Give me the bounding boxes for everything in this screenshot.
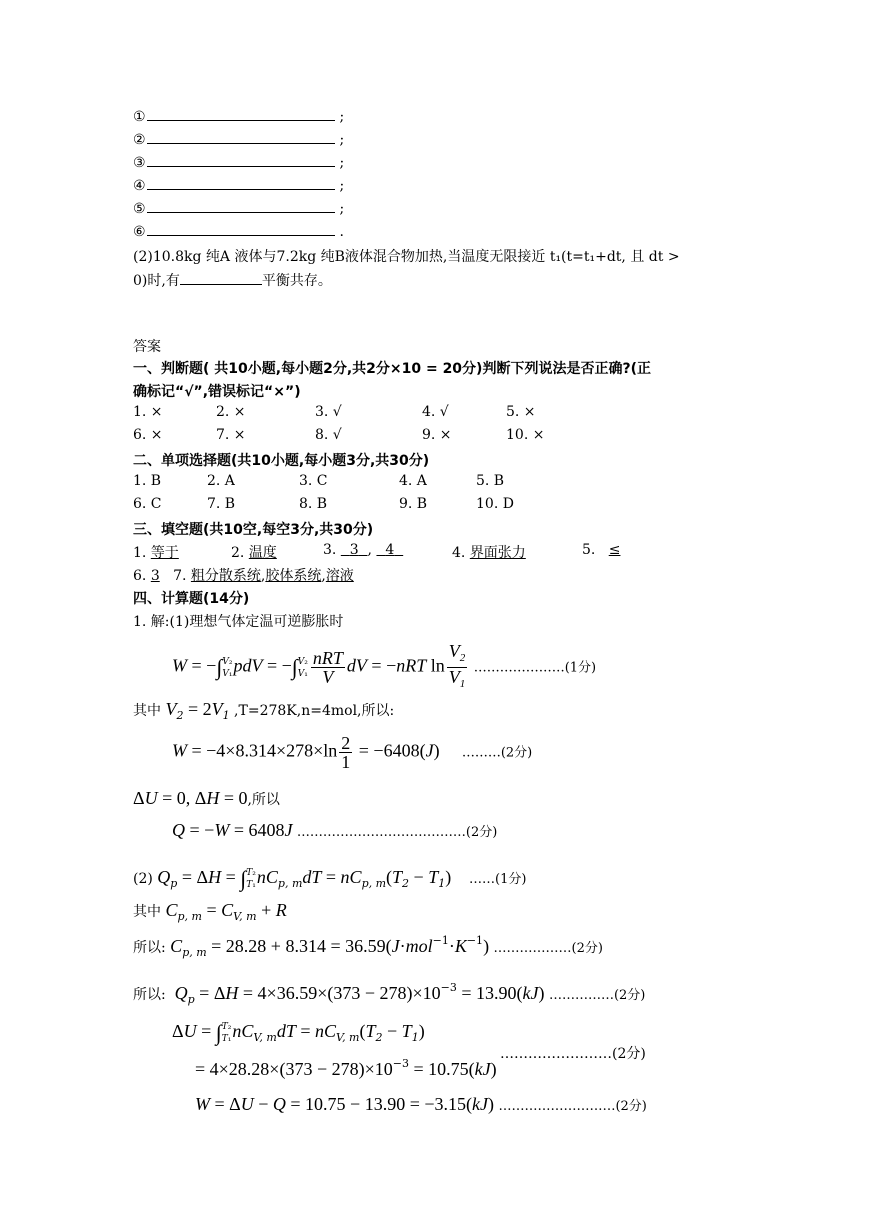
fill-blank-line [180, 270, 262, 285]
blank-row: ③ ; [133, 152, 344, 174]
section-3-item-3: 3. 3 , 4 [323, 542, 403, 558]
blank-row: ⑥ . [133, 221, 344, 243]
answer-item: 4. A [399, 473, 427, 489]
score-mark: ………(2分) [461, 745, 533, 761]
question-2-line-1: (2)10.8kg 纯A 液体与7.2kg 纯B液体混合物加热,当温度无限接近 t₁(t=t₁+dt, 且 dt > [133, 249, 680, 265]
answer-item: 等于 [150, 545, 179, 561]
answer-item: 3. √ [315, 404, 342, 420]
blank-row: ④ ; [133, 175, 344, 197]
answer-item: 3 [349, 542, 359, 558]
score-mark: ………………………(2分) [498, 1099, 647, 1114]
answer-item: 2. × [216, 404, 246, 420]
section-3-item-2: 2. 温度 [231, 545, 277, 561]
answer-item: 8. B [299, 496, 328, 512]
score-mark: ………………(2分) [493, 941, 603, 956]
given-values: 其中 $V_2 = 2V_1$ ,T=278K,n=4mol,所以: [133, 699, 395, 722]
cp-relation: 其中 $C_{p, m} = C_{V, m} + R$ [133, 900, 287, 923]
formula-work-value: W = −4×8.314×278×ln $\frac{2}{1}$ = −6408(J) ………(2分) [172, 733, 533, 772]
blank-row: ① ; [133, 106, 344, 128]
section-2-title: 二、单项选择题(共10小题,每小题3分,共30分) [133, 453, 430, 469]
answer-item: 6. C [133, 496, 162, 512]
answer-item: 温度 [248, 545, 277, 561]
section-4-title: 四、计算题(14分) [133, 591, 250, 607]
answer-item: 5. B [476, 473, 505, 489]
answer-heading: 答案 [133, 339, 161, 355]
section-3-row-1: 1. 等于 [133, 545, 179, 561]
answer-item: 溶液 [325, 568, 354, 584]
blank-row: ⑤ ; [133, 198, 344, 220]
answer-item: 3 [150, 568, 160, 584]
formula-work-final: W = ΔU − Q = 10.75 − 13.90 = −3.15(kJ) ………………………(2分) [195, 1094, 647, 1114]
answer-item: 10. D [476, 496, 514, 512]
score-mark: …………………………………(2分) [296, 825, 498, 840]
answer-item: ≤ [608, 542, 621, 558]
question-2-line-2: 0)时,有 平衡共存。 [133, 270, 332, 290]
fill-blank-line [147, 152, 335, 167]
section-3-title: 三、填空题(共10空,每空3分,共30分) [133, 522, 374, 538]
answer-item: 1. × [133, 404, 163, 420]
fill-blank-line [147, 129, 335, 144]
formula-qp-value: 所以: $Q_p = \Delta H = 4\times 36.59\times(373 - 278)\times 10^{-3} = 13.90(kJ)$ ……………(2分) [133, 981, 646, 1006]
score-mark: ……………………(2分) [500, 1046, 646, 1062]
section-3-item-4: 4. 界面张力 [452, 545, 526, 561]
answer-item: 6. × [133, 427, 163, 443]
formula-qp: (2) $Q_p = \Delta H$ = ∫ T₂ T₁ $nC_{p, m}dT = nC_{p, m}(T_2 - T_1)$ ……(1分) [133, 866, 527, 891]
section-1-title-cont: 确标记“√”,错误标记“×”) [133, 384, 301, 400]
answer-item: 10. × [506, 427, 545, 443]
score-mark: …………………(1分) [473, 660, 597, 676]
answer-item: 9. B [399, 496, 428, 512]
fill-blank-line [147, 106, 335, 121]
answer-item: 3. C [299, 473, 328, 489]
solution-intro: 1. 解:(1)理想气体定温可逆膨胀时 [133, 614, 344, 630]
fill-blank-line [147, 221, 335, 236]
formula-heat: Q = −W = 6408J …………………………………(2分) [172, 820, 498, 840]
answer-item: 7. B [207, 496, 236, 512]
answer-item: 7. × [216, 427, 246, 443]
answer-item: 界面张力 [469, 545, 526, 561]
answer-item: 1. B [133, 473, 162, 489]
answer-item: 4 [385, 542, 395, 558]
answer-item: 2. A [207, 473, 235, 489]
formula-cp-value: 所以: $C_{p, m} = 28.28 + 8.314 = 36.59(J\cdot mol^{-1}\cdot K^{-1})$ ………………(2分) [133, 934, 603, 959]
answer-item: 5. × [506, 404, 536, 420]
fill-blank-line [147, 175, 335, 190]
formula-du-integral: ΔU = ∫ T₂ T₁ $nC_{V, m}dT = nC_{V, m}(T_2 - T_1)$ [172, 1020, 425, 1045]
score-mark: ……………(2分) [548, 988, 646, 1003]
answer-item: 9. × [422, 427, 452, 443]
answer-item: 粗分散系统 [190, 568, 261, 584]
section-1-title: 一、判断题( 共10小题,每小题2分,共2分×10 = 20分)判断下列说法是否正确?(正 [133, 361, 651, 377]
fill-blank-line [147, 198, 335, 213]
answer-item: 4. √ [422, 404, 449, 420]
answer-item: 8. √ [315, 427, 342, 443]
formula-du-value: = $4\times 28.28\times(373 - 278)\times 10^{-3} = 10.75(kJ)$ [195, 1057, 497, 1079]
section-3-row-2: 6. 3 7. 粗分散系统,胶体系统,溶液 [133, 568, 354, 584]
blank-row: ② ; [133, 129, 344, 151]
formula-work-integral: W = −∫ V₂ V₁ pdV = −∫ V₂ V₁ $\frac{\text{nRT}}{V}$ dV = −nRT ln $\frac{V_2}{V_1}$ …………………(1分) [172, 641, 597, 690]
score-mark: ……(1分) [469, 872, 527, 887]
section-3-item-5: 5. ≤ [582, 542, 621, 558]
delta-zero-condition: ΔU = 0, ΔH = 0,所以 [133, 788, 280, 808]
answer-item: 胶体系统 [265, 568, 322, 584]
